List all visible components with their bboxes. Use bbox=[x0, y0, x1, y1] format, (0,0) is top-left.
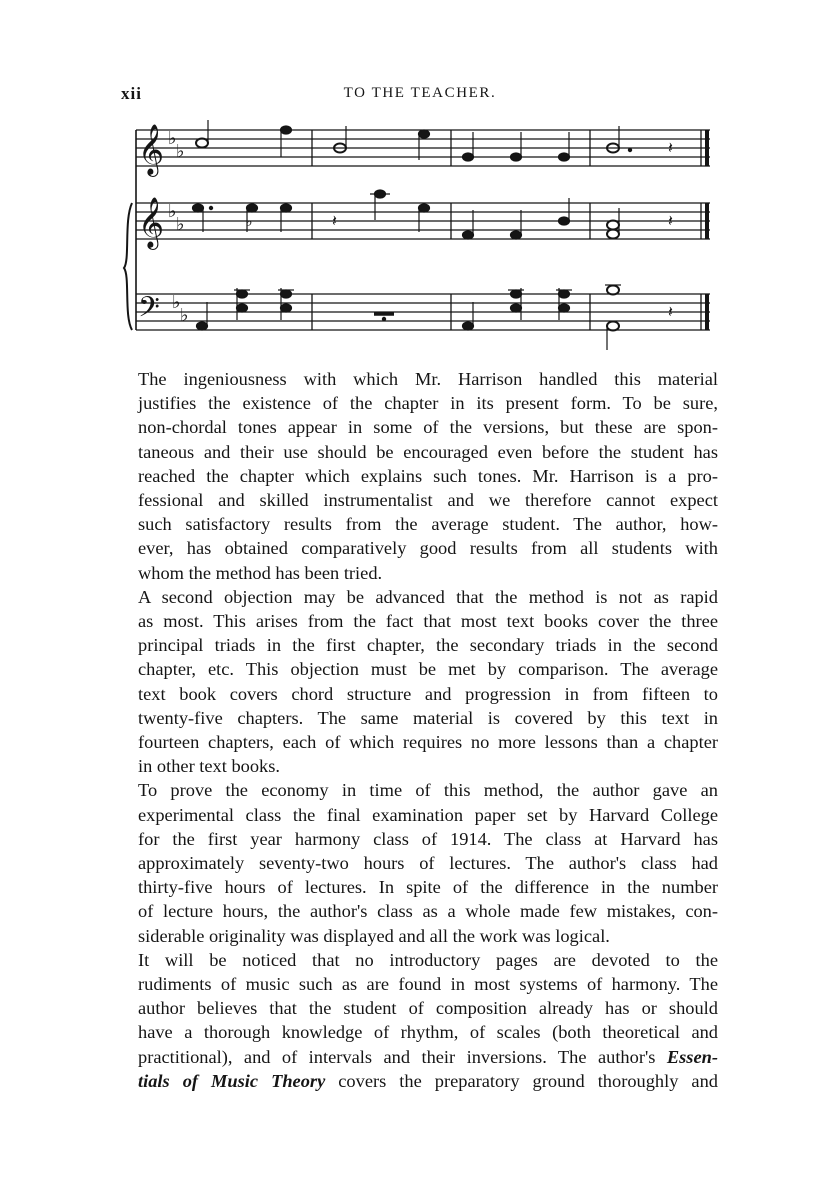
text-line: author believes that the student of composition already has or should bbox=[138, 998, 718, 1019]
svg-text:♭: ♭ bbox=[176, 141, 185, 162]
text-line: have a thorough knowledge of rhythm, of scales (both theoretical and bbox=[138, 1022, 718, 1043]
text-line: fourteen chapters, each of which requires no more lessons than a chapter bbox=[138, 732, 718, 753]
svg-text:♭: ♭ bbox=[168, 128, 177, 149]
text-line bbox=[138, 1069, 718, 1093]
svg-text:♭: ♭ bbox=[176, 214, 185, 235]
text-line: approximately seventy-two hours of lectures. The author's class had bbox=[138, 853, 718, 874]
text-line: To prove the economy in time of this method, the author gave an bbox=[138, 780, 718, 801]
text-line: twenty-five chapters. The same material is covered by this text in bbox=[138, 707, 718, 728]
text-segment: covers the preparatory ground thoroughly and bbox=[338, 1070, 718, 1091]
text-line: The ingeniousness with which Mr. Harrison handled this material bbox=[138, 369, 718, 389]
svg-text:♭: ♭ bbox=[246, 214, 253, 230]
page-header bbox=[121, 84, 719, 106]
music-score bbox=[118, 120, 718, 352]
svg-text:𝄞: 𝄞 bbox=[138, 197, 165, 248]
page-number: xii bbox=[121, 84, 142, 103]
book-title: tials of Music Theory bbox=[138, 1070, 326, 1091]
text-line: thirty-five hours of lectures. In spite of the difference in the number bbox=[138, 877, 718, 898]
paragraph-4 bbox=[138, 948, 718, 1093]
text-line: A second objection may be advanced that the method is not as rapid bbox=[138, 586, 718, 607]
svg-text:𝄽: 𝄽 bbox=[668, 211, 673, 230]
paragraph-2 bbox=[138, 585, 718, 779]
text-line: text book covers chord structure and progression in from fifteen to bbox=[138, 683, 718, 704]
text-line: as most. This arises from the fact that most text books cover the three bbox=[138, 611, 718, 632]
text-line: non-chordal tones appear in some of the versions, but these are spon- bbox=[138, 417, 718, 438]
text-line: for the first year harmony class of 1914. The class at Harvard has bbox=[138, 828, 718, 849]
svg-text:♭: ♭ bbox=[172, 292, 181, 313]
text-line: ever, has obtained comparatively good results from all students with bbox=[138, 538, 718, 559]
text-line: justifies the existence of the chapter in its present form. To be sure, bbox=[138, 393, 718, 414]
text-line: It will be noticed that no introductory pages are devoted to the bbox=[138, 949, 718, 970]
paragraph-3 bbox=[138, 778, 718, 947]
text-line: whom the method has been tried. bbox=[138, 562, 383, 583]
text-line: experimental class the final examination paper set by Harvard College bbox=[138, 804, 718, 825]
text-line: reached the chapter which explains such tones. Mr. Harrison is a pro- bbox=[138, 465, 718, 486]
book-title: Essen- bbox=[666, 1046, 718, 1067]
text-line bbox=[138, 1045, 718, 1069]
svg-text:𝄽: 𝄽 bbox=[668, 302, 673, 321]
text-segment: practitional), and of intervals and their inversions. The author's bbox=[138, 1046, 656, 1067]
paragraph-1 bbox=[138, 367, 718, 585]
text-line: fessional and skilled instrumentalist and we therefore cannot expect bbox=[138, 490, 718, 511]
svg-text:𝄽: 𝄽 bbox=[332, 211, 337, 230]
running-head: TO THE TEACHER. bbox=[343, 85, 497, 101]
svg-text:♭: ♭ bbox=[168, 201, 177, 222]
svg-text:𝄢: 𝄢 bbox=[138, 291, 160, 331]
svg-text:𝄞: 𝄞 bbox=[138, 124, 165, 175]
text-line: siderable originality was displayed and all the work was logical. bbox=[138, 925, 610, 946]
svg-text:𝄽: 𝄽 bbox=[668, 138, 673, 157]
text-line: rudiments of music such as are found in most systems of harmony. The bbox=[138, 974, 718, 995]
body-text bbox=[138, 367, 718, 1093]
text-line: in other text books. bbox=[138, 756, 280, 777]
text-line: taneous and their use should be encouraged even before the student has bbox=[138, 441, 718, 462]
svg-text:♭: ♭ bbox=[180, 305, 189, 326]
text-line: of lecture hours, the author's class as a whole made few mistakes, con- bbox=[138, 901, 718, 922]
text-line: principal triads in the first chapter, the secondary triads in the second bbox=[138, 635, 718, 656]
text-line: such satisfactory results from the average student. The author, how- bbox=[138, 514, 718, 535]
text-line: chapter, etc. This objection must be met by comparison. The average bbox=[138, 659, 718, 680]
